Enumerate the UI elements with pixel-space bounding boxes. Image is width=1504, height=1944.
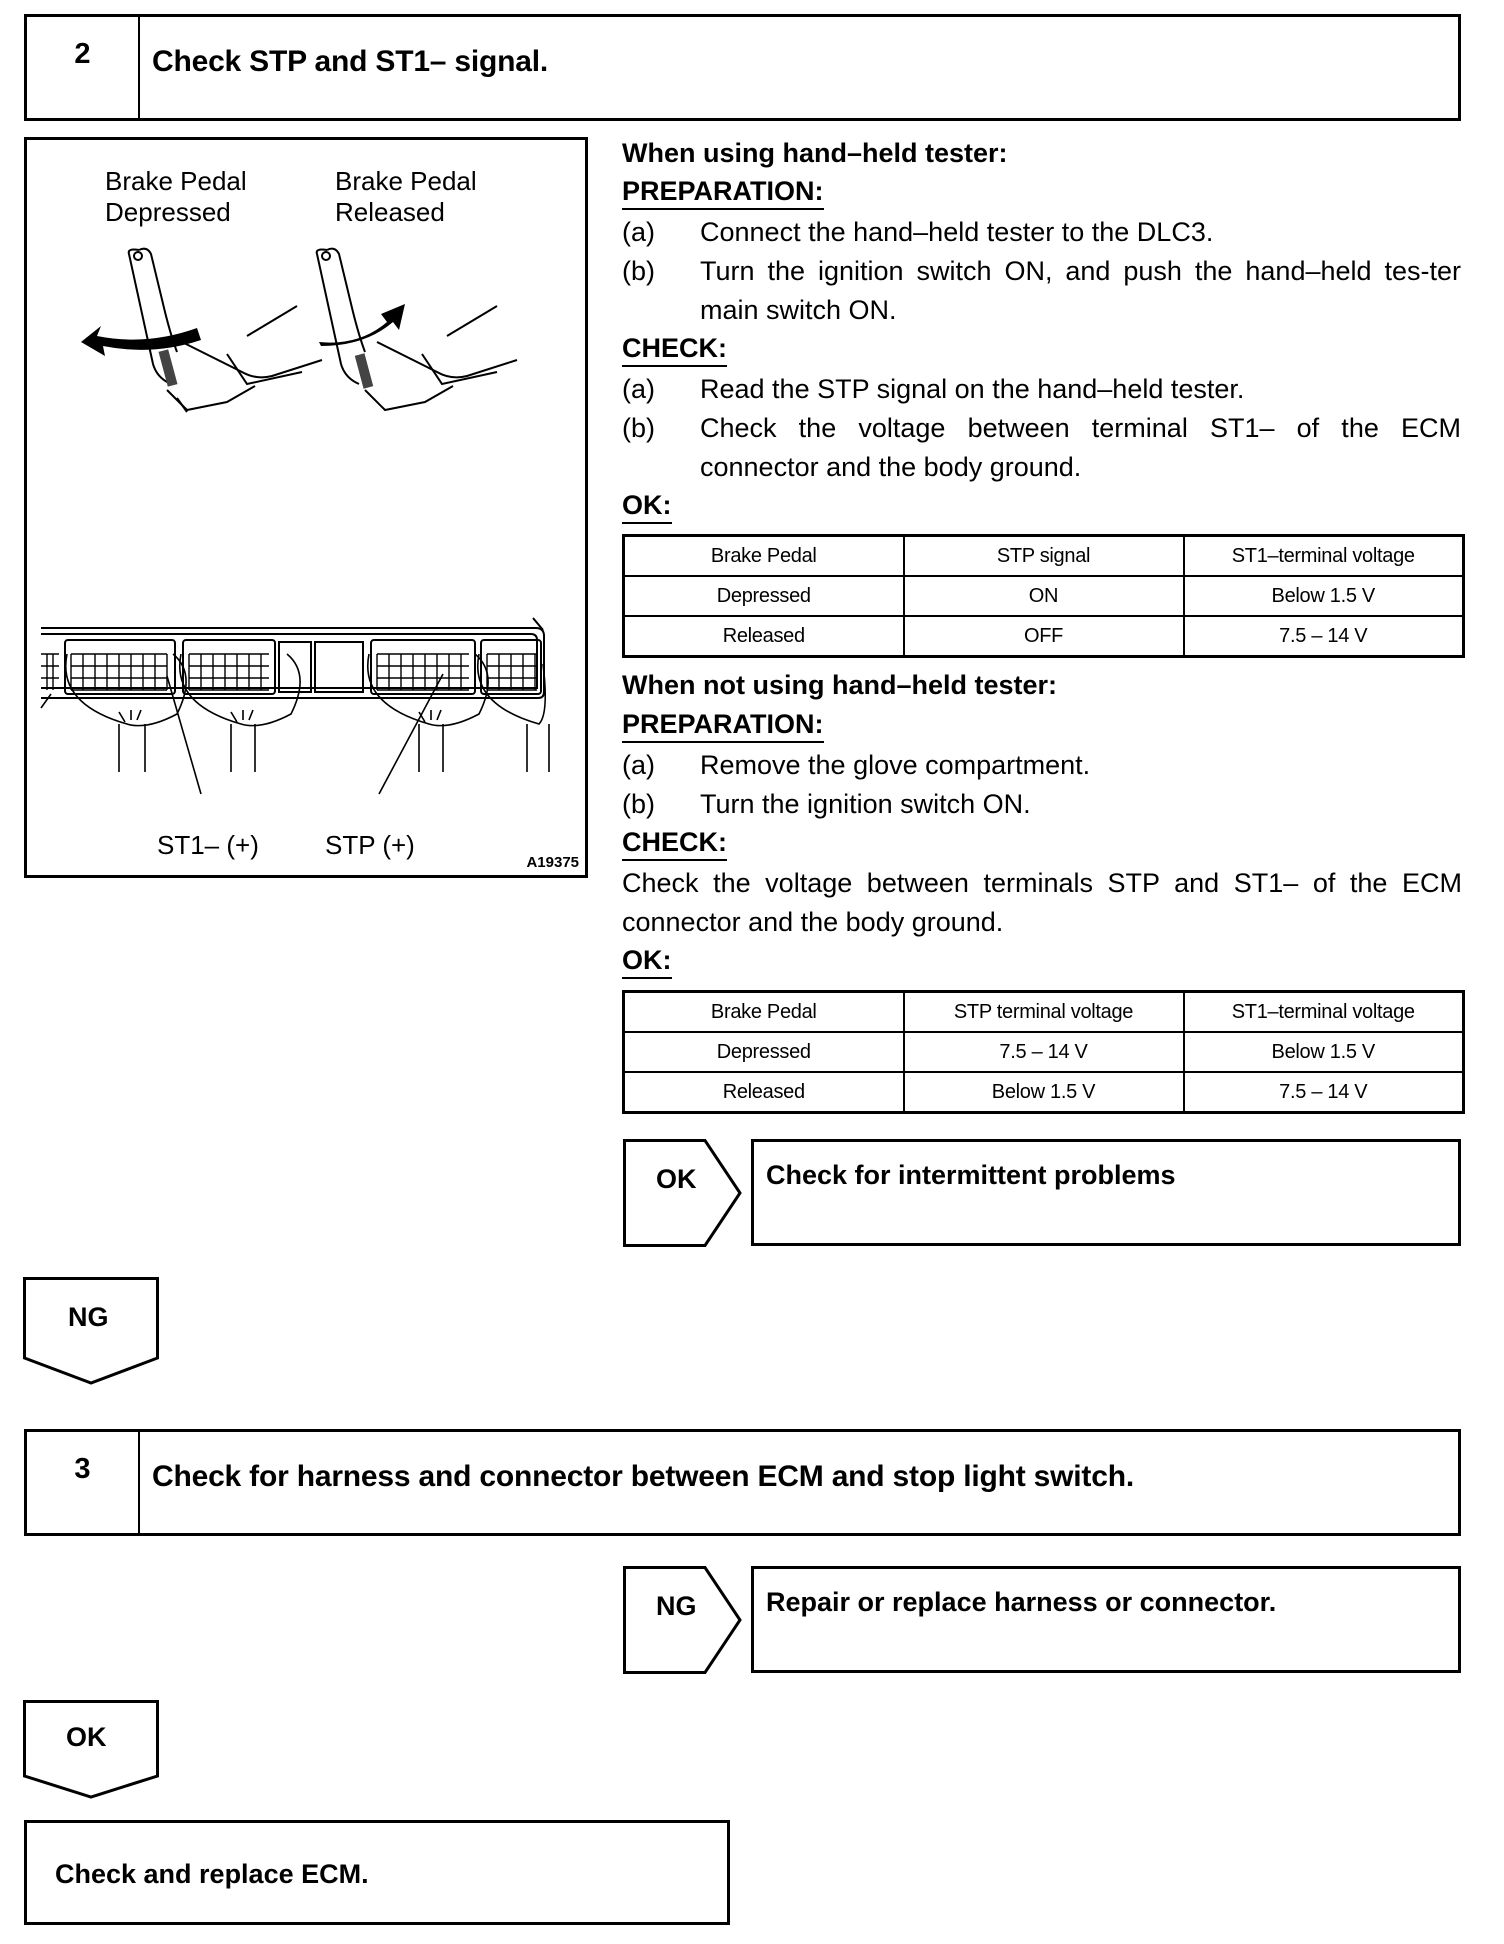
spec-table-without-tester [622, 990, 1465, 1114]
ng-flow-label: NG [68, 1302, 109, 1332]
list-item [622, 785, 1462, 824]
section-heading-with-tester: When using hand–held tester: [622, 138, 1008, 168]
table-cell: Released [624, 1072, 904, 1113]
table-row [624, 1032, 1464, 1072]
check-label: CHECK: [622, 825, 727, 861]
preparation-heading [622, 705, 824, 744]
item-marker: (b) [622, 789, 655, 819]
label-line: Released [335, 197, 445, 227]
table-cell: 7.5 – 14 V [1184, 1072, 1464, 1113]
brake-pedal-released-icon [307, 250, 567, 430]
preparation-label: PREPARATION: [622, 174, 824, 210]
result-text: Check and replace ECM. [55, 1859, 369, 1889]
item-text: Connect the hand–held tester to the DLC3. [700, 217, 1214, 247]
table-header-cell: Brake Pedal [624, 992, 904, 1033]
ecm-connector-icon [41, 618, 571, 798]
table-cell: Released [624, 616, 904, 657]
step-2-header [24, 14, 1461, 121]
step-title: Check STP and ST1– signal. [152, 45, 549, 78]
check-paragraph: Check the voltage between terminals STP and ST1– of the ECM connector and the body ground. [622, 868, 1462, 937]
label-pedal-depressed [105, 166, 247, 228]
step-3-header [24, 1429, 1461, 1536]
table-cell: Below 1.5 V [1184, 1032, 1464, 1072]
table-cell: 7.5 – 14 V [904, 1032, 1184, 1072]
table-cell: 7.5 – 14 V [1184, 616, 1464, 657]
section-heading-without-tester: When not using hand–held tester: [622, 670, 1058, 700]
ng-flow-label: NG [656, 1591, 697, 1621]
step-number: 2 [27, 17, 140, 118]
check-heading [622, 823, 727, 862]
item-text: Read the STP signal on the hand–held tester. [700, 374, 1245, 404]
item-marker: (a) [622, 750, 655, 780]
table-cell: Below 1.5 V [1184, 576, 1464, 616]
result-text: Repair or replace harness or connector. [766, 1587, 1277, 1617]
table-header-row [624, 536, 1464, 577]
ok-heading [622, 941, 672, 980]
item-marker: (b) [622, 256, 655, 286]
terminal-label-st1: ST1– (+) [157, 830, 259, 860]
label-line: Brake Pedal [335, 166, 477, 196]
ok-heading [622, 486, 672, 525]
step-title: Check for harness and connector between ECM and stop light switch. [152, 1460, 1134, 1493]
item-text: Turn the ignition switch ON. [700, 789, 1031, 819]
list-item [622, 370, 1462, 409]
list-item [622, 213, 1462, 252]
table-row [624, 1072, 1464, 1113]
table-header-cell: ST1–terminal voltage [1184, 536, 1464, 577]
result-box-repair [751, 1566, 1461, 1673]
ok-flow-label: OK [656, 1164, 697, 1194]
table-header-cell: STP signal [904, 536, 1184, 577]
brake-pedal-depressed-icon [67, 250, 327, 430]
table-cell: Below 1.5 V [904, 1072, 1184, 1113]
label-pedal-released [335, 166, 477, 228]
table-header-cell: ST1–terminal voltage [1184, 992, 1464, 1033]
table-row [624, 616, 1464, 657]
table-header-row [624, 992, 1464, 1033]
label-line: Depressed [105, 197, 231, 227]
list-item [622, 409, 1462, 487]
table-row [624, 576, 1464, 616]
label-line: Brake Pedal [105, 166, 247, 196]
table-cell: Depressed [624, 576, 904, 616]
table-cell: OFF [904, 616, 1184, 657]
ok-flow-label: OK [66, 1722, 107, 1752]
preparation-heading [622, 172, 824, 211]
table-cell: Depressed [624, 1032, 904, 1072]
preparation-label: PREPARATION: [622, 707, 824, 743]
spec-table-with-tester [622, 534, 1465, 658]
table-cell: ON [904, 576, 1184, 616]
check-heading [622, 329, 727, 368]
check-label: CHECK: [622, 331, 727, 367]
result-box-replace-ecm [24, 1820, 730, 1925]
ok-label: OK: [622, 488, 672, 524]
terminal-label-stp: STP (+) [325, 830, 415, 860]
list-item [622, 252, 1462, 330]
step-number: 3 [27, 1432, 140, 1533]
item-text: Turn the ignition switch ON, and push the hand–held tes-ter main switch ON. [700, 256, 1461, 325]
list-item [622, 746, 1462, 785]
table-header-cell: STP terminal voltage [904, 992, 1184, 1033]
figure-id: A19375 [526, 854, 579, 871]
item-text: Check the voltage between terminal ST1– of the ECM connector and the body ground. [700, 413, 1461, 482]
item-marker: (a) [622, 374, 655, 404]
illustration-figure [24, 137, 588, 878]
item-marker: (b) [622, 413, 655, 443]
table-header-cell: Brake Pedal [624, 536, 904, 577]
ok-label: OK: [622, 943, 672, 979]
result-box-intermittent [751, 1139, 1461, 1246]
item-text: Remove the glove compartment. [700, 750, 1091, 780]
result-text: Check for intermittent problems [766, 1160, 1176, 1190]
item-marker: (a) [622, 217, 655, 247]
